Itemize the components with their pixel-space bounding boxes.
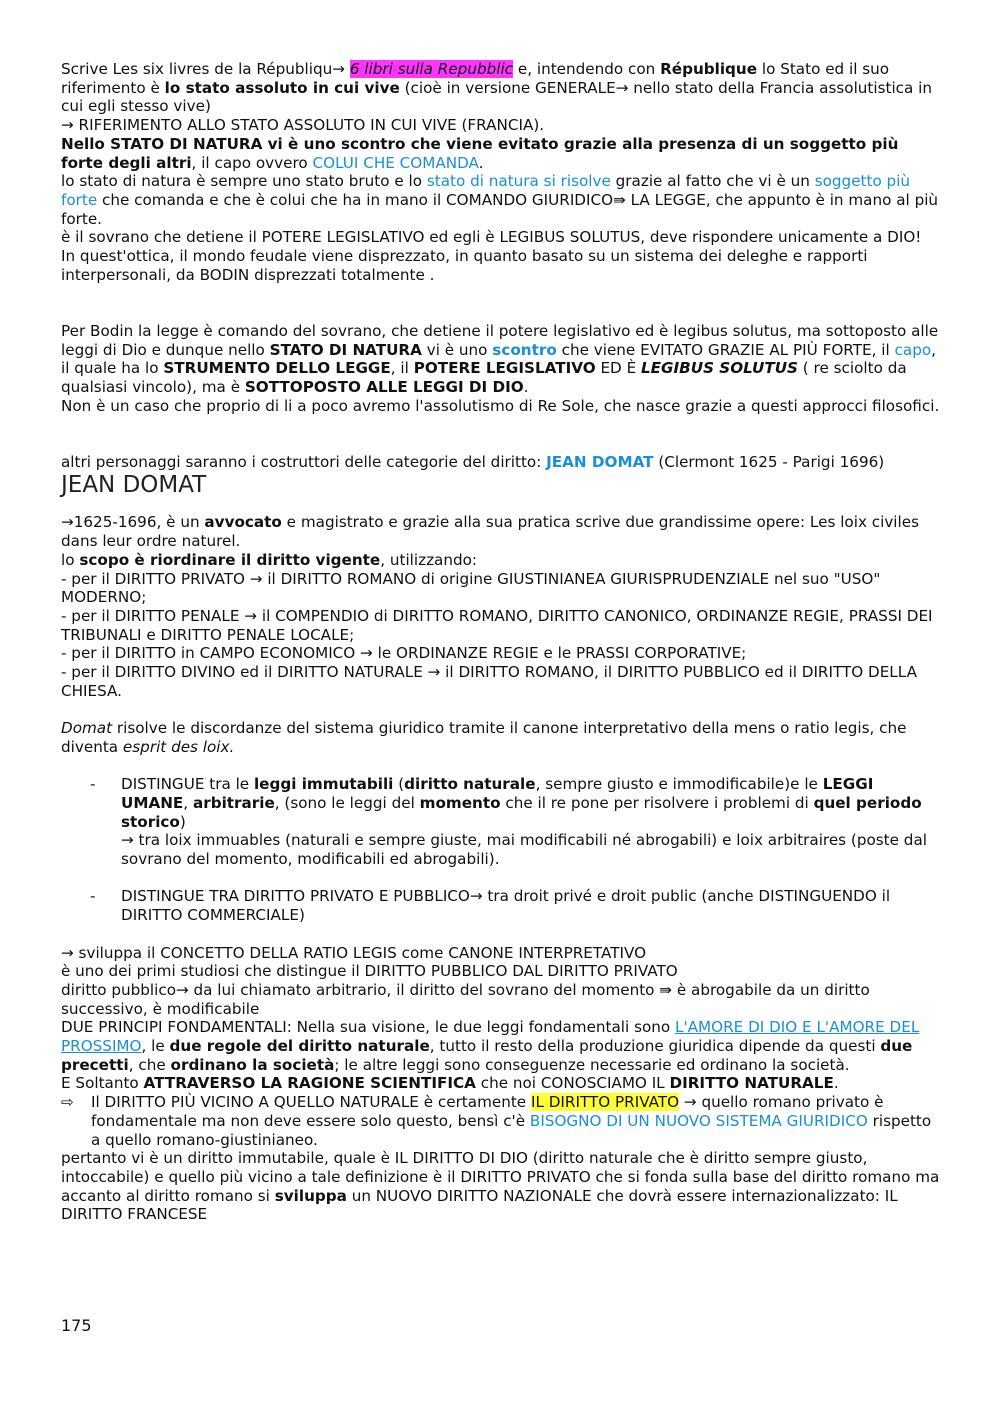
highlight-magenta: 6 libri sulla Repubblic: [349, 60, 514, 78]
paragraph-bodin: [61, 322, 941, 397]
line-feudale: In quest'ottica, il mondo feudale viene disprezzato, in quanto basato su un sistema dei deleghe e rapporti interpersonali, da BODIN disprezzati totalmente .: [61, 247, 868, 284]
paragraph-intro: [61, 60, 941, 116]
text: , il: [390, 359, 414, 378]
text: grazie al fatto che vi è un: [610, 172, 815, 191]
arrow-right-icon: ⇨: [61, 1093, 74, 1112]
bullet-item-leggi: [61, 775, 941, 869]
line-discordanze: [61, 719, 941, 756]
text: DISTINGUE tra le: [121, 775, 254, 794]
text: e magistrato e grazie alla sua pratica scrive due grandissime opere: Les loix civiles dans leur ordre naturel.: [61, 513, 920, 551]
text: lo Stato ed il suo riferimento è: [61, 60, 890, 97]
text: Per Bodin la legge è comando del sovrano, che detiene il potere legislativo ed è legibus solutus, ma sottoposto alle leggi di Dio e dunque nello: [61, 321, 939, 359]
line-altri-personaggi: [61, 453, 941, 472]
bold-text: scopo è riordinare il diritto vigente: [79, 550, 381, 569]
line-ratio: → sviluppa il CONCETTO DELLA RATIO LEGIS come CANONE INTERPRETATIVO: [61, 943, 647, 962]
list-item: - per il DIRITTO in CAMPO ECONOMICO → le ORDINANZE REGIE e le PRASSI CORPORATIVE;: [61, 644, 747, 663]
document-body: [61, 60, 941, 1224]
text: → quello romano privato è fondamentale ma non deve essere solo questo, bensì c'è: [91, 1093, 884, 1130]
line-riferimento: → RIFERIMENTO ALLO STATO ASSOLUTO IN CUI VIVE (FRANCIA).: [61, 116, 545, 135]
text: (Clermont 1625 - Parigi 1696): [653, 452, 885, 471]
text: ED È: [595, 359, 641, 378]
bold-text: avvocato: [204, 513, 282, 532]
text: , utilizzando:: [380, 550, 478, 569]
text: .: [478, 153, 484, 172]
text: →1625-1696, è un: [61, 513, 205, 532]
line-primi: è uno dei primi studiosi che distingue il DIRITTO PUBBLICO DAL DIRITTO PRIVATO: [61, 962, 678, 981]
text: .: [523, 377, 529, 396]
text: vi è uno: [421, 340, 493, 359]
bold-text: SOTTOPOSTO ALLE LEGGI DI DIO: [244, 377, 524, 396]
hyperlink[interactable]: L'AMORE DI DIO E L'AMORE DEL PROSSIMO: [61, 1018, 920, 1056]
blue-bold-text: JEAN DOMAT: [546, 452, 654, 471]
line-stato-natura: [61, 135, 941, 172]
text: E Soltanto: [61, 1074, 144, 1093]
text: rispetto a quello romano-giustinianeo.: [91, 1111, 932, 1149]
bold-text: leggi immutabili: [253, 775, 394, 794]
text: (: [393, 775, 405, 794]
text: un NUOVO DIRITTO NAZIONALE che dovrà essere internazionalizzato: IL DIRITTO FRANCESE: [61, 1186, 898, 1224]
bold-text: arbitrarie: [192, 793, 275, 812]
blue-text: stato di natura si risolve: [426, 172, 611, 191]
text: → tra loix immuables (naturali e sempre giuste, mai modificabili né abrogabili) e loix arbitraires (poste dal sovrano del momento, modificabili ed abrogabili).: [121, 831, 927, 869]
line-stato-bruto: [61, 172, 941, 228]
text: lo stato di natura è sempre uno stato bruto e lo: [61, 172, 427, 191]
text: , sempre giusto e immodificabile)e le: [535, 775, 823, 794]
text: ,: [183, 793, 193, 812]
text: lo: [61, 550, 80, 569]
bold-text: STATO DI NATURA: [269, 340, 422, 359]
bold-text: STRUMENTO DELLO LEGGE: [163, 359, 391, 378]
text: e, intendendo con: [513, 60, 661, 78]
text: DUE PRINCIPI FONDAMENTALI: Nella sua visione, le due leggi fondamentali sono: [61, 1018, 676, 1037]
bold-text: République: [660, 60, 758, 78]
line-sovrano: è il sovrano che detiene il POTERE LEGISLATIVO ed egli è LEGIBUS SOLUTUS, deve rispondere unicamente a DIO!: [61, 228, 922, 247]
bold-italic-text: LEGIBUS SOLUTUS: [641, 359, 798, 378]
blue-text: COLUI CHE COMANDA: [312, 153, 479, 172]
paragraph-pertanto: [61, 1149, 941, 1224]
blue-text: capo: [894, 340, 932, 359]
bold-text: ordinano la società: [170, 1055, 335, 1074]
arrow-list-item: [61, 1093, 941, 1149]
text: che il re pone per risolvere i problemi di: [500, 793, 814, 812]
text: , tutto il resto della produzione giuridica dipende da questi: [429, 1037, 881, 1056]
text: , il capo ovvero: [191, 153, 313, 172]
bold-text: sviluppa: [274, 1186, 347, 1205]
text: , le: [141, 1037, 170, 1056]
text: (cioè in versione GENERALE→ nello stato della Francia assolutistica in cui egli stesso vive): [61, 78, 933, 116]
section-heading: JEAN DOMAT: [61, 472, 207, 499]
line-pubblico: diritto pubblico→ da lui chiamato arbitrario, il diritto del sovrano del momento ⇛ è abrogabile da un diritto successivo, è modificabile: [61, 980, 870, 1018]
line-caso: Non è un caso che proprio di li a poco avremo l'assolutismo di Re Sole, che nasce grazie a questi approcci filosofici.: [61, 396, 940, 415]
line-soltanto: [61, 1074, 941, 1093]
list-item: - per il DIRITTO DIVINO ed il DIRITTO NATURALE → il DIRITTO ROMANO, il DIRITTO PUBBLICO ed il DIRITTO DELLA CHIESA.: [61, 663, 917, 700]
bullet-list: [61, 775, 941, 925]
bold-text: due precetti: [61, 1037, 913, 1074]
bold-text: due regole del diritto naturale: [169, 1037, 430, 1056]
text: .: [833, 1074, 839, 1093]
blue-text: soggetto più forte: [61, 172, 911, 209]
bold-text: diritto naturale: [404, 775, 536, 794]
bold-text: momento: [419, 793, 501, 812]
text: che comanda e che è colui che ha in mano il COMANDO GIURIDICO⇛ LA LEGGE, che appunto è in mano al più forte.: [61, 190, 939, 228]
line-scopo: [61, 551, 941, 570]
text: che viene EVITATO GRAZIE AL PIÙ FORTE, il: [556, 340, 895, 359]
page-number: 175: [61, 1316, 92, 1335]
text: , (sono le leggi del: [274, 793, 420, 812]
list-item: - per il DIRITTO PRIVATO → il DIRITTO ROMANO di origine GIUSTINIANEA GIURISPRUDENZIALE nel suo "USO" MODERNO;: [61, 569, 881, 607]
highlight-yellow: IL DIRITTO PRIVATO: [530, 1093, 680, 1112]
text: Scrive Les six livres de la Républiqu→: [61, 60, 350, 78]
text: risolve le discordanze del sistema giuridico tramite il canone interpretativo della mens o ratio legis, che diventa: [61, 719, 907, 756]
bold-text: lo stato assoluto in cui vive: [164, 78, 400, 97]
bold-text: ATTRAVERSO LA RAGIONE SCIENTIFICA: [143, 1074, 476, 1093]
text: ; le altre leggi sono conseguenze necessarie ed ordinano la società.: [334, 1055, 850, 1074]
bold-text: POTERE LEGISLATIVO: [413, 359, 596, 378]
bold-text: DIRITTO NATURALE: [669, 1074, 834, 1093]
italic-text: Domat: [61, 719, 113, 738]
domat-intro: [61, 513, 941, 550]
text: Il DIRITTO PIÙ VICINO A QUELLO NATURALE è certamente: [91, 1093, 531, 1112]
text: ): [179, 812, 186, 831]
italic-text: esprit des loix.: [122, 737, 235, 756]
blue-bold-text: scontro: [492, 340, 557, 359]
list-item: - per il DIRITTO PENALE → il COMPENDIO di DIRITTO ROMANO, DIRITTO CANONICO, ORDINANZE REGIE, PRASSI DEI TRIBUNALI e DIRITTO PENALE LOCALE;: [61, 606, 933, 644]
bold-text: quel periodo storico: [121, 793, 922, 831]
blue-text: BISOGNO DI UN NUOVO SISTEMA GIURIDICO: [529, 1111, 868, 1130]
text: ( re sciolto da qualsiasi vincolo), ma è: [61, 359, 907, 396]
text: , che: [128, 1055, 171, 1074]
text: , il quale ha lo: [61, 340, 936, 378]
bold-text: Nello STATO DI NATURA vi è uno scontro che viene evitato grazie alla presenza di un soggetto più forte degli altri: [61, 134, 899, 172]
text: pertanto vi è un diritto immutabile, quale è IL DIRITTO DI DIO (diritto naturale che è diritto sempre giusto, intoccabile) e quello più vicino a tale definizione è il DIRITTO PRIVATO che si fonda sulla base del diritto romano ma accanto al diritto romano si: [61, 1149, 940, 1205]
bold-text: LEGGI UMANE: [121, 775, 874, 812]
text: altri personaggi saranno i costruttori delle categorie del diritto:: [61, 452, 547, 471]
text: che noi CONOSCIAMO IL: [475, 1074, 670, 1093]
paragraph-principi: [61, 1018, 941, 1074]
bullet-item-distingue: - DISTINGUE TRA DIRITTO PRIVATO E PUBBLICO→ tra droit privé e droit public (anche DISTINGUENDO il DIRITTO COMMERCIALE): [61, 887, 941, 924]
